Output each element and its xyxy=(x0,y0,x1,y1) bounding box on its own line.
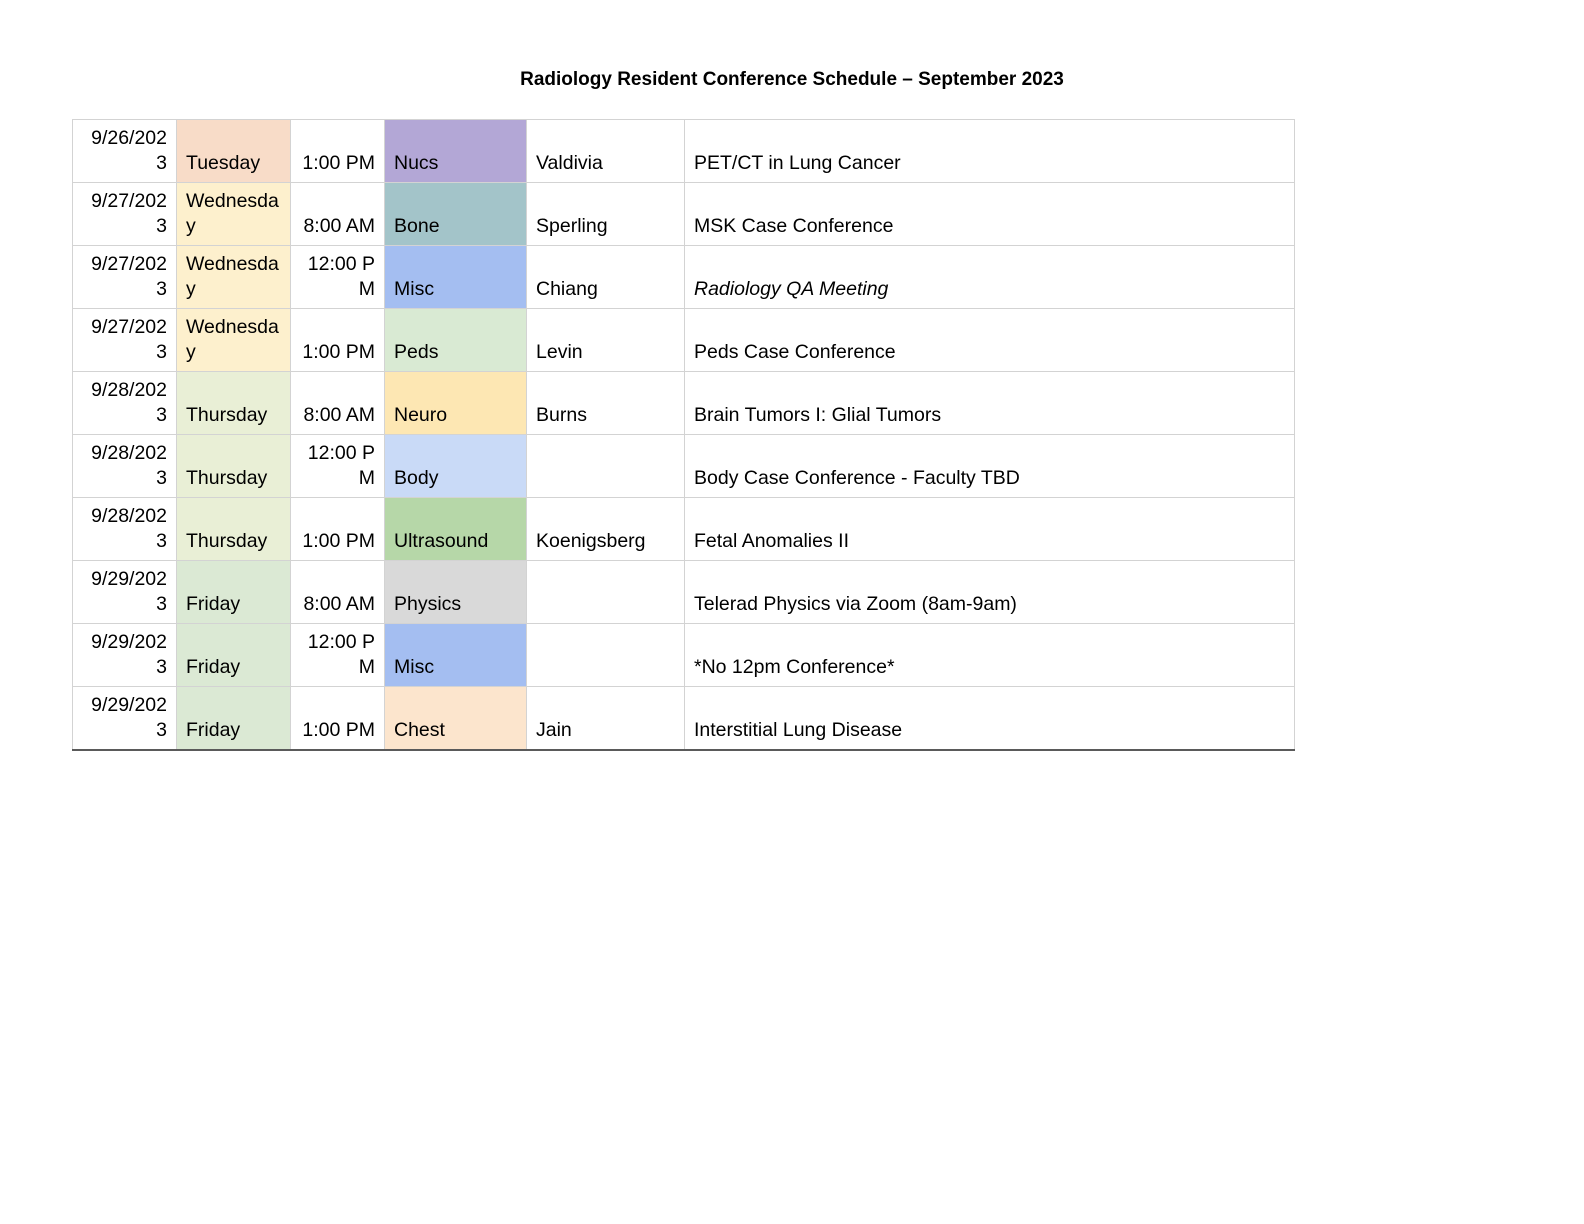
day-cell: Wednesday xyxy=(177,309,291,372)
date-cell: 9/29/2023 xyxy=(73,624,177,687)
faculty-cell: Burns xyxy=(527,372,685,435)
day-cell: Thursday xyxy=(177,372,291,435)
faculty-cell: Valdivia xyxy=(527,120,685,183)
date-cell: 9/29/2023 xyxy=(73,687,177,750)
time-cell: 8:00 AM xyxy=(291,183,385,246)
topic-cell: MSK Case Conference xyxy=(685,183,1295,246)
section-cell: Chest xyxy=(385,687,527,750)
time-cell: 1:00 PM xyxy=(291,687,385,750)
faculty-cell xyxy=(527,624,685,687)
table-row xyxy=(73,246,1295,309)
section-cell: Peds xyxy=(385,309,527,372)
topic-cell: Peds Case Conference xyxy=(685,309,1295,372)
date-cell: 9/29/2023 xyxy=(73,561,177,624)
topic-cell: PET/CT in Lung Cancer xyxy=(685,120,1295,183)
time-cell: 12:00 PM xyxy=(291,246,385,309)
date-cell: 9/27/2023 xyxy=(73,309,177,372)
date-cell: 9/28/2023 xyxy=(73,498,177,561)
section-cell: Physics xyxy=(385,561,527,624)
day-cell: Friday xyxy=(177,687,291,750)
topic-cell: Interstitial Lung Disease xyxy=(685,687,1295,750)
time-cell: 8:00 AM xyxy=(291,561,385,624)
page-title: Radiology Resident Conference Schedule – September 2023 xyxy=(520,69,1064,90)
topic-cell: Brain Tumors I: Glial Tumors xyxy=(685,372,1295,435)
time-cell: 1:00 PM xyxy=(291,120,385,183)
day-cell: Wednesday xyxy=(177,246,291,309)
table-row xyxy=(73,120,1295,183)
section-cell: Body xyxy=(385,435,527,498)
faculty-cell xyxy=(527,435,685,498)
day-cell: Wednesday xyxy=(177,183,291,246)
time-cell: 8:00 AM xyxy=(291,372,385,435)
section-cell: Neuro xyxy=(385,372,527,435)
topic-cell: Body Case Conference - Faculty TBD xyxy=(685,435,1295,498)
faculty-cell: Sperling xyxy=(527,183,685,246)
table-row xyxy=(73,309,1295,372)
table-row xyxy=(73,498,1295,561)
schedule-table xyxy=(72,119,1295,751)
section-cell: Ultrasound xyxy=(385,498,527,561)
table-row xyxy=(73,561,1295,624)
section-cell: Nucs xyxy=(385,120,527,183)
faculty-cell xyxy=(527,561,685,624)
table-row xyxy=(73,435,1295,498)
date-cell: 9/27/2023 xyxy=(73,246,177,309)
day-cell: Thursday xyxy=(177,435,291,498)
day-cell: Tuesday xyxy=(177,120,291,183)
section-cell: Bone xyxy=(385,183,527,246)
faculty-cell: Koenigsberg xyxy=(527,498,685,561)
topic-cell: Fetal Anomalies II xyxy=(685,498,1295,561)
table-row xyxy=(73,183,1295,246)
day-cell: Thursday xyxy=(177,498,291,561)
section-cell: Misc xyxy=(385,246,527,309)
time-cell: 1:00 PM xyxy=(291,309,385,372)
topic-cell: Telerad Physics via Zoom (8am-9am) xyxy=(685,561,1295,624)
date-cell: 9/26/2023 xyxy=(73,120,177,183)
date-cell: 9/28/2023 xyxy=(73,435,177,498)
topic-cell: Radiology QA Meeting xyxy=(685,246,1295,309)
schedule-body xyxy=(73,120,1295,750)
date-cell: 9/28/2023 xyxy=(73,372,177,435)
time-cell: 1:00 PM xyxy=(291,498,385,561)
faculty-cell: Chiang xyxy=(527,246,685,309)
faculty-cell: Levin xyxy=(527,309,685,372)
day-cell: Friday xyxy=(177,561,291,624)
table-row xyxy=(73,624,1295,687)
time-cell: 12:00 PM xyxy=(291,624,385,687)
table-row xyxy=(73,372,1295,435)
time-cell: 12:00 PM xyxy=(291,435,385,498)
table-row xyxy=(73,687,1295,750)
day-cell: Friday xyxy=(177,624,291,687)
section-cell: Misc xyxy=(385,624,527,687)
topic-cell: *No 12pm Conference* xyxy=(685,624,1295,687)
date-cell: 9/27/2023 xyxy=(73,183,177,246)
faculty-cell: Jain xyxy=(527,687,685,750)
